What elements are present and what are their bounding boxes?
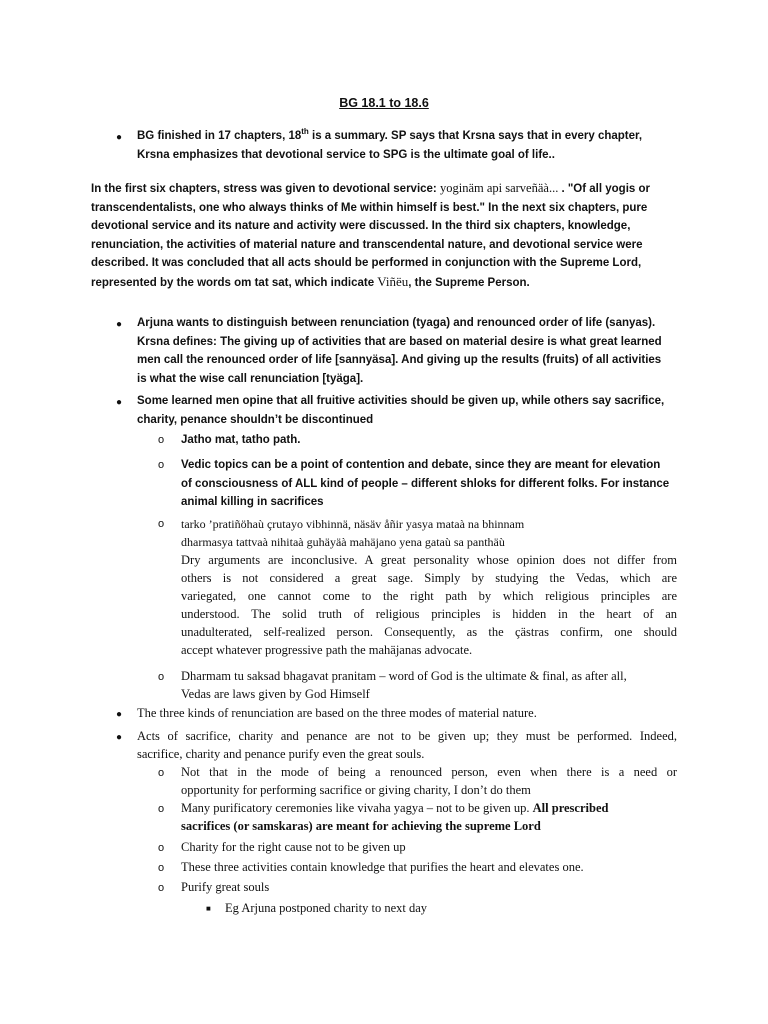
- sub-bullet-marker: o: [158, 459, 165, 471]
- sub-bullet-marker: o: [158, 862, 165, 874]
- bullet-marker: ●: [116, 397, 123, 408]
- intro-paragraph: [91, 179, 677, 292]
- sub-bullet-three-activities: These three activities contain knowledge that purifies the heart and elevates one.: [181, 860, 584, 874]
- bullet-renunciation: [137, 314, 677, 388]
- sub-bullet-purificatory: Many purificatory ceremonies like vivaha yagya – not to be given up. All prescribed sacrifices (or samskaras) are meant for achieving the supreme Lord: [181, 801, 609, 833]
- paragraph-line: described. It was concluded that all acts should be performed in conjunction with the Supreme Lord,: [91, 257, 642, 269]
- sub-bullet-dharmam: Dharmam tu saksad bhagavat pranitam – word of God is the ultimate & final, as after all, Vedas are laws given by God Himself: [181, 669, 627, 701]
- page-title: BG 18.1 to 18.6: [339, 96, 429, 110]
- sub-bullet-vedic-topics: Vedic topics can be a point of contention and debate, since they are meant for elevation of consciousness of ALL kind of people – different shloks for different folks. For instance animal killing in sacrifices: [181, 459, 670, 508]
- bullet-summary-line: Krsna emphasizes that devotional service to SPG is the ultimate goal of life..: [137, 148, 555, 161]
- bullet-summary-line: BG finished in 17 chapters, 18th is a summary. SP says that Krsna says that in every chapter,: [137, 127, 643, 142]
- bullet-summary: [137, 127, 675, 164]
- sub-bullet-marker: o: [158, 518, 165, 530]
- sub-bullet-marker: o: [158, 671, 165, 683]
- bullet-marker: ●: [116, 132, 123, 143]
- bullet-acts-of-sacrifice: Acts of sacrifice, charity and penance are not to be given up; they must be performed. Indeed, sacrifice, charity and penance purify even the great souls.: [137, 729, 677, 761]
- bullet-line: is what the wise call renunciation [tyäga].: [137, 372, 364, 385]
- bullet-line: charity, penance shouldn’t be discontinued: [137, 413, 374, 426]
- sub-bullet-renounced-person: Not that in the mode of being a renounced person, even when there is a need or opportunity for performing sacrifice or giving charity, I don’t do them: [181, 765, 677, 797]
- sub-bullet-marker: o: [158, 882, 165, 894]
- paragraph-line: devotional service and its nature and activity were discussed. In the third six chapters, knowledge,: [91, 220, 631, 232]
- bullet-marker: ●: [116, 732, 123, 743]
- paragraph-line: renunciation, the activities of material nature and transcendental nature, and devotional service were: [91, 238, 643, 251]
- bullet-learned-men: [137, 392, 677, 429]
- bullet-line: Krsna defines: The giving up of activities that are based on material desire is what great learned: [137, 335, 662, 348]
- paragraph-line: In the first six chapters, stress was given to devotional service: yoginäm api sarveñäà... . "Of all yogis or: [91, 181, 650, 195]
- square-bullet-marker: ■: [206, 904, 211, 913]
- sub-bullet-verse: tarko ’pratiñöhaù çrutayo vibhinnä, näsäv åñir yasya mataà na bhinnam dharmasya tattvaà nihitaà guhäyäà mahäjano yena gataù sa panthäù Dry arguments are inconclusive. A great personality whose opinion does not differ from others is not considered a great sage. Simply by studying the Vedas, which are variegated, one cannot come to the right path by which religious principles are understood. The solid truth of religious principles is hidden in the heart of an unadulterated, self-realized person. Consequently, as the çästras confirm, one should accept whatever progressive path the mahäjanas advocate.: [181, 517, 677, 657]
- sub-bullet-marker: o: [158, 434, 165, 446]
- paragraph-line: represented by the words om tat sat, which indicate Viñëu, the Supreme Person.: [91, 273, 530, 289]
- sub-bullet-jatho-mat: Jatho mat, tatho path.: [181, 434, 301, 446]
- verse-translation: Dry arguments are inconclusive. A great personality whose opinion does not differ from others is not considered a great sage. Simply by studying the Vedas, which are variegated, one cannot come to the right path by which religious principles are understood. The solid truth of religious principles is hidden in the heart of an unadulterated, self-realized person. Consequently, as the çästras confirm, one should: [181, 553, 677, 639]
- verse-line: dharmasya tattvaà nihitaà guhäyäà mahäjano yena gataù sa panthäù: [181, 535, 505, 549]
- bullet-line: men call the renounced order of life [sannyäsa]. And giving up the results (fruits) of all activities: [137, 354, 662, 366]
- sub-sub-bullet-arjuna-charity: Eg Arjuna postponed charity to next day: [225, 901, 428, 915]
- sub-bullet-charity: Charity for the right cause not to be given up: [181, 840, 406, 854]
- bullet-three-kinds: The three kinds of renunciation are based on the three modes of material nature.: [137, 706, 537, 720]
- sub-bullet-marker: o: [158, 842, 165, 854]
- bullet-line: Arjuna wants to distinguish between renunciation (tyaga) and renounced order of life (sanyas).: [137, 317, 656, 329]
- sub-bullet-marker: o: [158, 803, 165, 815]
- bullet-line: Some learned men opine that all fruitive activities should be given up, while others say sacrifice,: [137, 395, 665, 407]
- bullet-marker: ●: [116, 709, 123, 720]
- verse-line: tarko ’pratiñöhaù çrutayo vibhinnä, näsäv åñir yasya mataà na bhinnam: [181, 517, 525, 531]
- sub-bullet-purify-souls: Purify great souls: [181, 880, 270, 894]
- sub-bullet-marker: o: [158, 767, 165, 779]
- bullet-marker: ●: [116, 319, 123, 330]
- paragraph-line: transcendentalists, one who always thinks of Me within himself is best." In the next six chapters, pure: [91, 201, 648, 214]
